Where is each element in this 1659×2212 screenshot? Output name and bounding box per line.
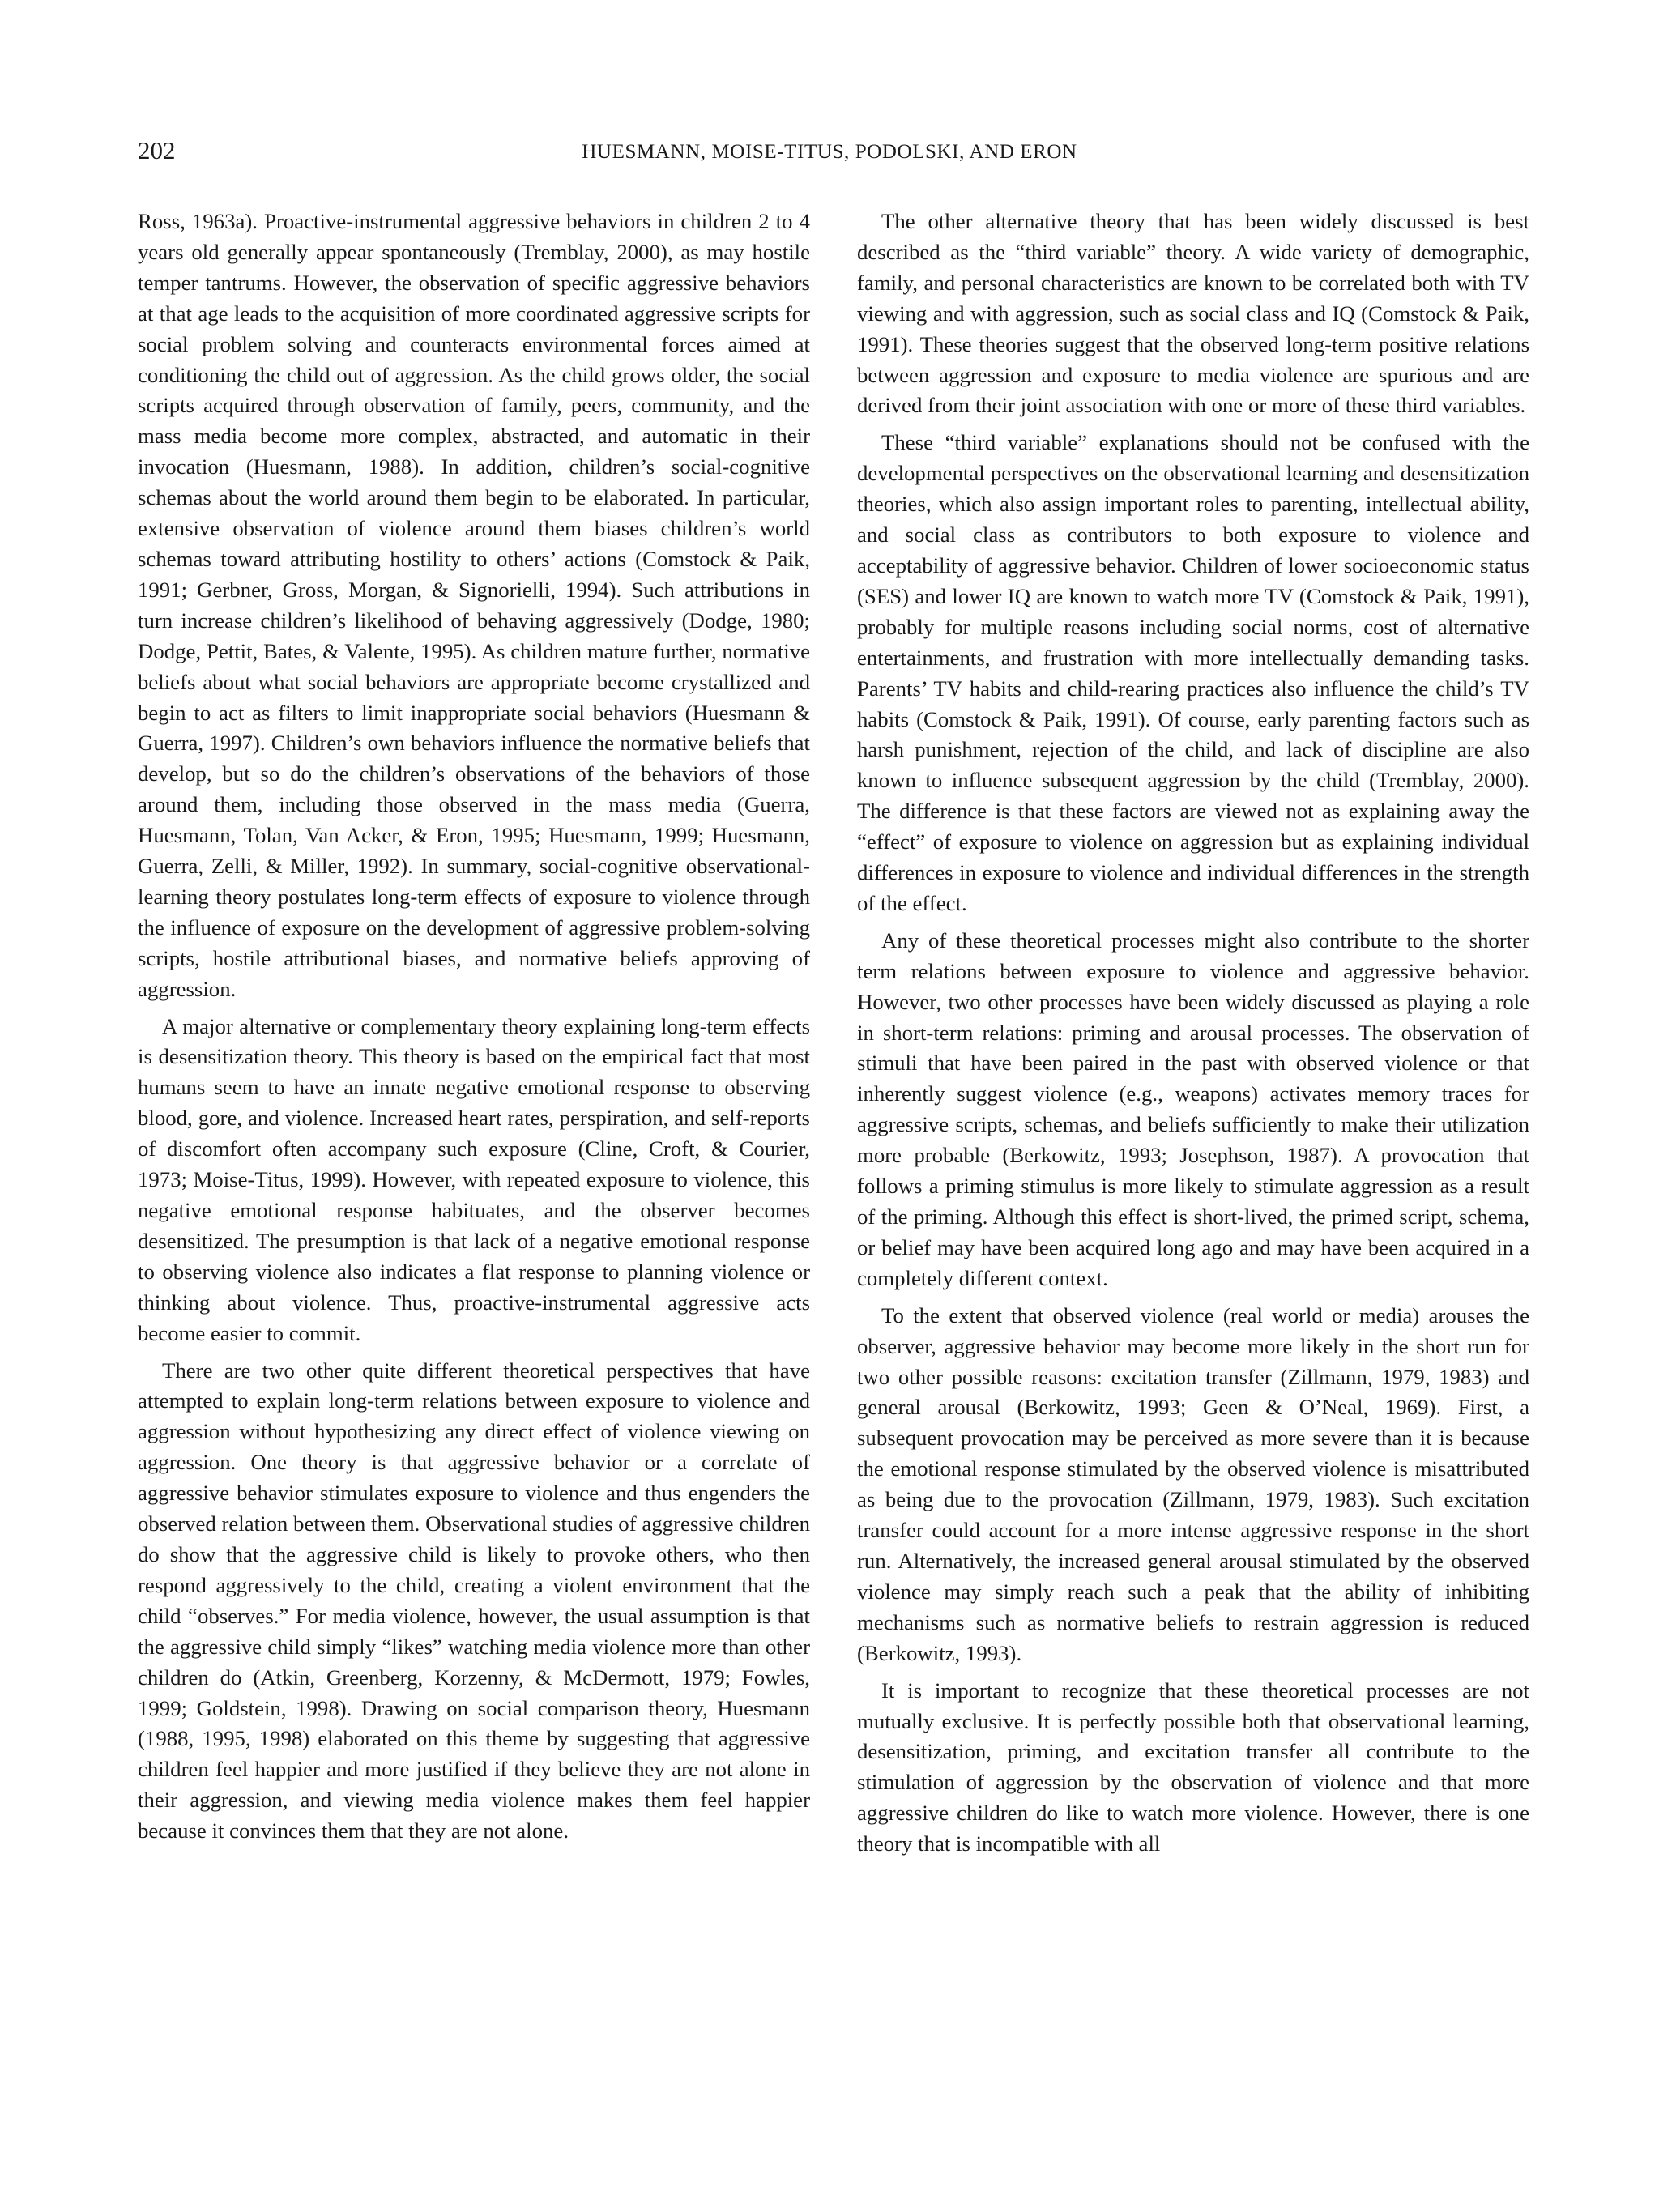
paragraph: Ross, 1963a). Proactive-instrumental aggressive behaviors in children 2 to 4 years old generally appear spontaneously (Tremblay, 2000), as may hostile temper tantrums. However, the observation of specific aggressive behaviors at that age leads to the acquisition of more coordinated aggressive scripts for social problem solving and counteracts environmental forces aimed at conditioning the child out of aggression. As the child grows older, the social scripts acquired through observation of family, peers, community, and the mass media become more complex, abstracted, and automatic in their invocation (Huesmann, 1988). In addition, children’s social-cognitive schemas about the world around them begin to be elaborated. In particular, extensive observation of violence around them biases children’s world schemas toward attributing hostility to others’ actions (Comstock & Paik, 1991; Gerbner, Gross, Morgan, & Signorielli, 1994). Such attributions in turn increase children’s likelihood of behaving aggressively (Dodge, 1980; Dodge, Pettit, Bates, & Valente, 1995). As children mature further, normative beliefs about what social behaviors are appropriate become crystallized and begin to act as filters to limit inappropriate social behaviors (Huesmann & Guerra, 1997). Children’s own behaviors influence the normative beliefs that develop, but so do the children’s observations of the behaviors of those around them, including those observed in the mass media (Guerra, Huesmann, Tolan, Van Acker, & Eron, 1995; Huesmann, 1999; Huesmann, Guerra, Zelli, & Miller, 1992). In summary, social-cognitive observational-learning theory postulates long-term effects of exposure to violence through the influence of exposure on the development of aggressive problem-solving scripts, hostile attributional biases, and normative beliefs approving of aggression. (138, 209, 810, 1001)
paragraph: To the extent that observed violence (real world or media) arouses the observer, aggressive behavior may become more likely in the short run for two other possible reasons: excitation transfer (Zillmann, 1979, 1983) and general arousal (Berkowitz, 1993; Geen & O’Neal, 1969). First, a subsequent provocation may be perceived as more severe than it is because the emotional response stimulated by the observed violence is misattributed as being due to the provocation (Zillmann, 1979, 1983). Such excitation transfer could account for a more intense aggressive response in the short run. Alternatively, the increased general arousal stimulated by the observed violence may simply reach such a peak that the ability of inhibiting mechanisms such as normative beliefs to restrain aggression is reduced (Berkowitz, 1993). (857, 1302, 1529, 1665)
paragraph: It is important to recognize that these theoretical processes are not mutually exclusive. It is perfectly possible both that observational learning, desensitization, priming, and excitation transfer all contribute to the stimulation of aggression by the observation of violence and that more aggressive children do like to watch more violence. However, there is one theory that is incompatible with all (857, 1677, 1529, 1856)
paragraph: These “third variable” explanations should not be confused with the developmental perspectives on the observational learning and desensitization theories, which also assign important roles to parenting, intellectual ability, and social class as contributors to both exposure to violence and acceptability of aggressive behavior. Children of lower socioeconomic status (SES) and lower IQ are known to watch more TV (Comstock & Paik, 1991), probably for multiple reasons including social norms, cost of alternative entertainments, and frustration with more intellectually demanding tasks. Parents’ TV habits and child-rearing practices also influence the child’s TV habits (Comstock & Paik, 1991). Of course, early parenting factors such as harsh punishment, rejection of the child, and lack of discipline are also known to influence subsequent aggression by the child (Tremblay, 2000). The difference is that these factors are viewed not as explaining away the “effect” of exposure to violence on aggression but as explaining individual differences in exposure to violence and individual differences in the strength of the effect. (857, 430, 1529, 915)
paragraph: The other alternative theory that has been widely discussed is best described as the “third variable” theory. A wide variety of demographic, family, and personal characteristics are known to be correlated both with TV viewing and with aggression, such as social class and IQ (Comstock & Paik, 1991). These theories suggest that the observed long-term positive relations between aggression and exposure to media violence are spurious and are derived from their joint association with one or more of these third variables. (857, 209, 1529, 418)
page-header (138, 136, 1521, 177)
running-head: HUESMANN, MOISE-TITUS, PODOLSKI, AND ERON (582, 141, 1077, 163)
left-column (138, 207, 810, 2078)
page-number: 202 (138, 136, 176, 164)
paragraph: A major alternative or complementary theory explaining long-term effects is desensitization theory. This theory is based on the empirical fact that most humans seem to have an innate negative emotional response to observing blood, gore, and violence. Increased heart rates, perspiration, and self-reports of discomfort often accompany such exposure (Cline, Croft, & Courier, 1973; Moise-Titus, 1999). However, with repeated exposure to violence, this negative emotional response habituates, and the observer becomes desensitized. The presumption is that lack of a negative emotional response to observing violence also indicates a flat response to planning violence or thinking about violence. Thus, proactive-instrumental aggressive acts become easier to commit. (138, 1013, 810, 1345)
right-column (857, 207, 1529, 2078)
paragraph: There are two other quite different theoretical perspectives that have attempted to explain long-term relations between exposure to violence and aggression without hypothesizing any direct effect of violence viewing on aggression. One theory is that aggressive behavior or a correlate of aggressive behavior stimulates exposure to violence and thus engenders the observed relation between them. Observational studies of aggressive children do show that the aggressive child is likely to provoke others, who then respond aggressively to the child, creating a violent environment that the child “observes.” For media violence, however, the usual assumption is that the aggressive child simply “likes” watching media violence more than other children do (Atkin, Greenberg, Korzenny, & McDermott, 1979; Fowles, 1999; Goldstein, 1998). Drawing on social comparison theory, Huesmann (1988, 1995, 1998) elaborated on this theme by suggesting that aggressive children feel happier and more justified if they believe they are not alone in their aggression, and viewing media violence makes them feel happier because it convinces them that they are not alone. (138, 1357, 810, 1843)
paragraph: Any of these theoretical processes might also contribute to the shorter term relations between exposure to violence and aggressive behavior. However, two other processes have been widely discussed as playing a role in short-term relations: priming and arousal processes. The observation of stimuli that have been paired in the past with observed violence or that inherently suggest violence (e.g., weapons) activates memory traces for aggressive scripts, schemas, and beliefs sufficiently to make their utilization more probable (Berkowitz, 1993; Josephson, 1987). A provocation that follows a priming stimulus is more likely to stimulate aggression as a result of the priming. Although this effect is short-lived, the primed script, schema, or belief may have been acquired long ago and may have been acquired in a completely different context. (857, 927, 1529, 1290)
